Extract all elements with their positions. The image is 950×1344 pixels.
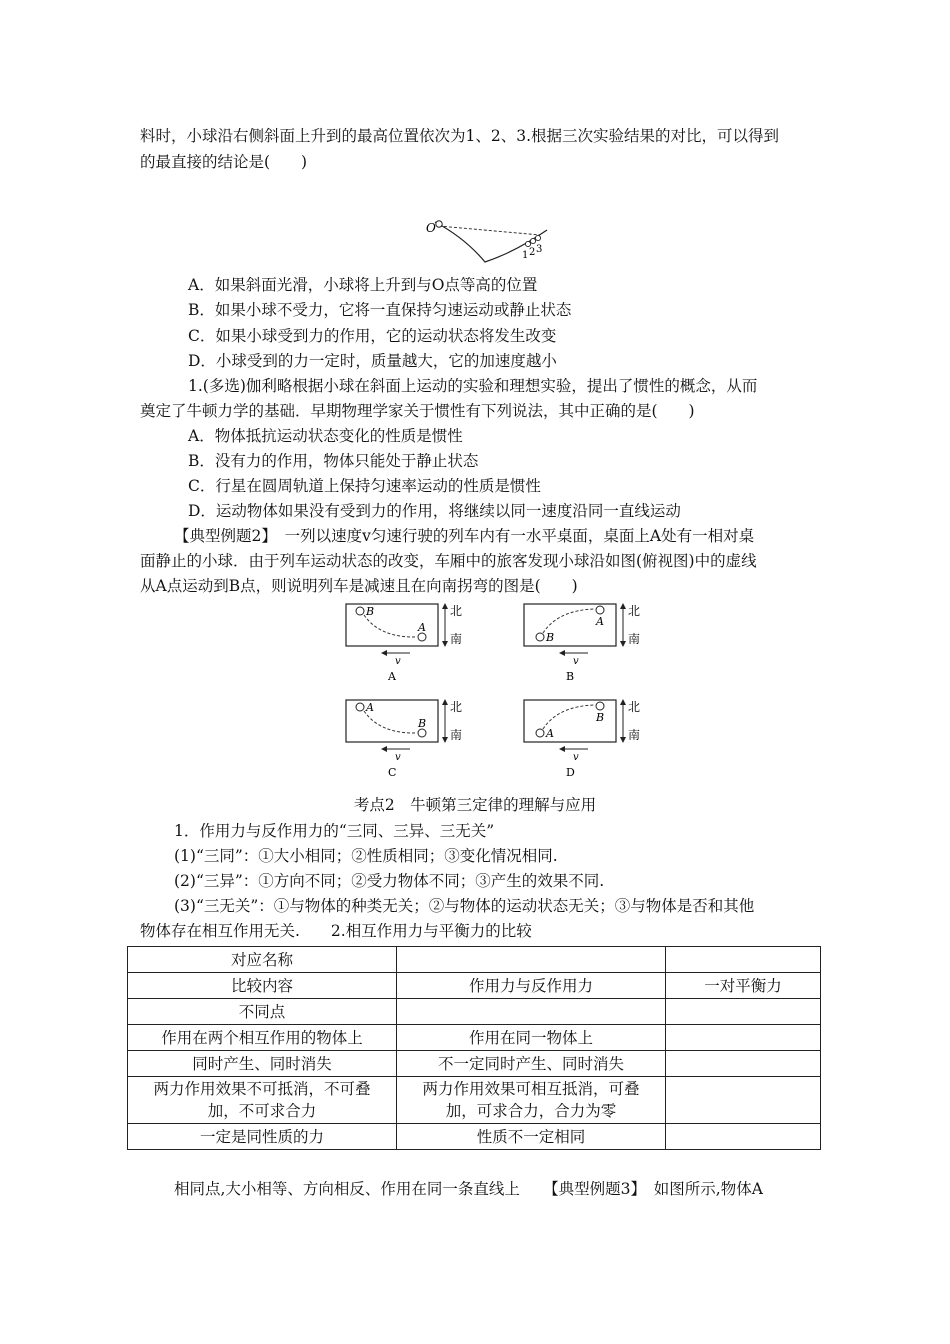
q0-option-b: B．如果小球不受力，它将一直保持匀速运动或静止状态 bbox=[188, 301, 572, 319]
ball-b bbox=[596, 702, 604, 710]
ball-a bbox=[418, 633, 426, 641]
table-row bbox=[128, 1077, 821, 1124]
velocity-arrow-head bbox=[381, 746, 387, 752]
comparison-table bbox=[127, 946, 821, 1150]
caption-b: B bbox=[566, 670, 575, 682]
section-p1: 1．作用力与反作用力的“三同、三异、三无关” bbox=[174, 822, 495, 840]
train-figure-c bbox=[340, 696, 480, 778]
north-label: 北 bbox=[628, 700, 641, 714]
ball-a bbox=[536, 729, 544, 737]
train-figure-d bbox=[518, 696, 658, 778]
table-cell bbox=[666, 999, 821, 1025]
south-label: 南 bbox=[450, 728, 463, 742]
ball-b bbox=[536, 633, 544, 641]
south-arrow-head bbox=[442, 737, 448, 743]
table-row bbox=[128, 973, 821, 999]
south-arrow-head bbox=[442, 641, 448, 647]
velocity-arrow-head bbox=[381, 650, 387, 656]
section-title: 考点2 牛顿第三定律的理解与应用 bbox=[353, 796, 597, 814]
table-row bbox=[128, 999, 821, 1025]
cell-line: 加，可求合力，合力为零 bbox=[445, 1102, 617, 1120]
north-label: 北 bbox=[628, 604, 641, 618]
ball-a bbox=[596, 606, 604, 614]
q0-option-d: D．小球受到的力一定时，质量越大，它的加速度越小 bbox=[188, 352, 557, 370]
table-cell bbox=[128, 1077, 397, 1124]
trajectory bbox=[543, 705, 595, 729]
cell-line: 加，不可求合力 bbox=[207, 1102, 317, 1120]
train-figure-a bbox=[340, 600, 480, 682]
q1-line-1: 1.(多选)伽利略根据小球在斜面上运动的实验和理想实验，提出了惯性的概念，从而 bbox=[188, 377, 758, 395]
table-cell: 比较内容 bbox=[128, 973, 397, 999]
south-label: 南 bbox=[628, 728, 641, 742]
ball-mark-2 bbox=[530, 238, 535, 243]
intro-line-2: 的最直接的结论是( ) bbox=[140, 153, 308, 171]
incline-figure bbox=[425, 218, 555, 268]
velocity-label: v bbox=[573, 656, 579, 667]
q0-option-c: C．如果小球受到力的作用，它的运动状态将发生改变 bbox=[188, 327, 557, 345]
table-cell: 不一定同时产生、同时消失 bbox=[397, 1051, 666, 1077]
table-cell bbox=[397, 1077, 666, 1124]
point-o-label: O bbox=[426, 221, 436, 235]
q0-option-a: A．如果斜面光滑，小球将上升到与O点等高的位置 bbox=[188, 276, 538, 294]
label-a: A bbox=[546, 727, 554, 740]
south-arrow-head bbox=[620, 641, 626, 647]
label-b: B bbox=[418, 717, 427, 730]
intro-line-1: 料时，小球沿右侧斜面上升到的最高位置依次为1、2、3.根据三次实验结果的对比，可以得到 bbox=[140, 127, 780, 145]
section-p4: (3)“三无关”：①与物体的种类无关；②与物体的运动状态无关；③与物体是否和其他 bbox=[174, 897, 755, 915]
mark-label-2: 2 bbox=[529, 247, 536, 258]
ball-b bbox=[418, 729, 426, 737]
table-cell bbox=[666, 1124, 821, 1150]
footer-line: 相同点,大小相等、方向相反、作用在同一条直线上 【典型例题3】 如图所示,物体A bbox=[174, 1180, 763, 1198]
table-cell: 作用力与反作用力 bbox=[397, 973, 666, 999]
cell-line: 两力作用效果不可抵消，不可叠 bbox=[153, 1080, 371, 1098]
mark-label-1: 1 bbox=[522, 250, 529, 261]
label-a: A bbox=[596, 615, 604, 628]
q1-option-c: C．行星在圆周轨道上保持匀速率运动的性质是惯性 bbox=[188, 477, 541, 495]
caption-c: C bbox=[388, 766, 397, 778]
section-p2: (1)“三同”：①大小相同；②性质相同；③变化情况相同. bbox=[174, 847, 558, 865]
table-cell: 对应名称 bbox=[128, 947, 397, 973]
velocity-label: v bbox=[395, 752, 401, 763]
south-arrow-head bbox=[620, 737, 626, 743]
example2-line-3: 从A点运动到B点，则说明列车是减速且在向南拐弯的图是( ) bbox=[140, 577, 578, 595]
label-b: B bbox=[366, 605, 375, 618]
table-cell bbox=[666, 947, 821, 973]
q1-option-d: D．运动物体如果没有受到力的作用，将继续以同一速度沿同一直线运动 bbox=[188, 502, 681, 520]
table-row bbox=[128, 947, 821, 973]
trajectory bbox=[364, 711, 417, 733]
table-cell: 一定是同性质的力 bbox=[128, 1124, 397, 1150]
north-label: 北 bbox=[450, 604, 463, 618]
table-cell: 作用在两个相互作用的物体上 bbox=[128, 1025, 397, 1051]
north-label: 北 bbox=[450, 700, 463, 714]
table-row bbox=[128, 1051, 821, 1077]
table-cell bbox=[397, 999, 666, 1025]
table-row bbox=[128, 1025, 821, 1051]
trajectory bbox=[543, 609, 595, 633]
q1-option-a: A．物体抵抗运动状态变化的性质是惯性 bbox=[188, 427, 463, 445]
velocity-arrow-head bbox=[559, 650, 565, 656]
caption-a: A bbox=[388, 670, 396, 682]
table-cell: 性质不一定相同 bbox=[397, 1124, 666, 1150]
north-arrow-head bbox=[620, 603, 626, 609]
ball-mark-3 bbox=[535, 235, 540, 240]
label-a: A bbox=[366, 701, 374, 714]
section-p3: (2)“三异”：①方向不同；②受力物体不同；③产生的效果不同. bbox=[174, 872, 605, 890]
table-cell bbox=[666, 1025, 821, 1051]
example2-line-2: 面静止的小球．由于列车运动状态的改变，车厢中的旅客发现小球沿如图(俯视图)中的虚线 bbox=[140, 552, 757, 570]
south-label: 南 bbox=[450, 632, 463, 646]
table-cell bbox=[397, 947, 666, 973]
table-cell bbox=[666, 1051, 821, 1077]
ball-a bbox=[356, 703, 364, 711]
ball-mark-1 bbox=[525, 241, 530, 246]
label-b: B bbox=[596, 711, 605, 724]
section-p5: 物体存在相互作用无关. 2.相互作用力与平衡力的比较 bbox=[140, 922, 532, 940]
label-b: B bbox=[546, 631, 555, 644]
table-cell: 同时产生、同时消失 bbox=[128, 1051, 397, 1077]
caption-d: D bbox=[566, 766, 575, 778]
north-arrow-head bbox=[442, 699, 448, 705]
north-arrow-head bbox=[442, 603, 448, 609]
label-a: A bbox=[418, 621, 426, 634]
train-figure-b bbox=[518, 600, 658, 682]
example2-line-1: 【典型例题2】 一列以速度v匀速行驶的列车内有一水平桌面，桌面上A处有一相对桌 bbox=[174, 527, 755, 545]
velocity-label: v bbox=[573, 752, 579, 763]
table-cell bbox=[666, 1077, 821, 1124]
ball-b bbox=[356, 607, 364, 615]
table-row bbox=[128, 1124, 821, 1150]
q1-line-2: 奠定了牛顿力学的基础．早期物理学家关于惯性有下列说法，其中正确的是( ) bbox=[140, 402, 695, 420]
ball-start bbox=[436, 221, 442, 227]
velocity-label: v bbox=[395, 656, 401, 667]
velocity-arrow-head bbox=[559, 746, 565, 752]
q1-option-b: B．没有力的作用，物体只能处于静止状态 bbox=[188, 452, 479, 470]
south-label: 南 bbox=[628, 632, 641, 646]
north-arrow-head bbox=[620, 699, 626, 705]
table-cell: 一对平衡力 bbox=[666, 973, 821, 999]
trajectory bbox=[364, 615, 417, 637]
table-cell: 不同点 bbox=[128, 999, 397, 1025]
cell-line: 两力作用效果可相互抵消，可叠 bbox=[422, 1080, 640, 1098]
table-cell: 作用在同一物体上 bbox=[397, 1025, 666, 1051]
mark-label-3: 3 bbox=[536, 244, 543, 255]
